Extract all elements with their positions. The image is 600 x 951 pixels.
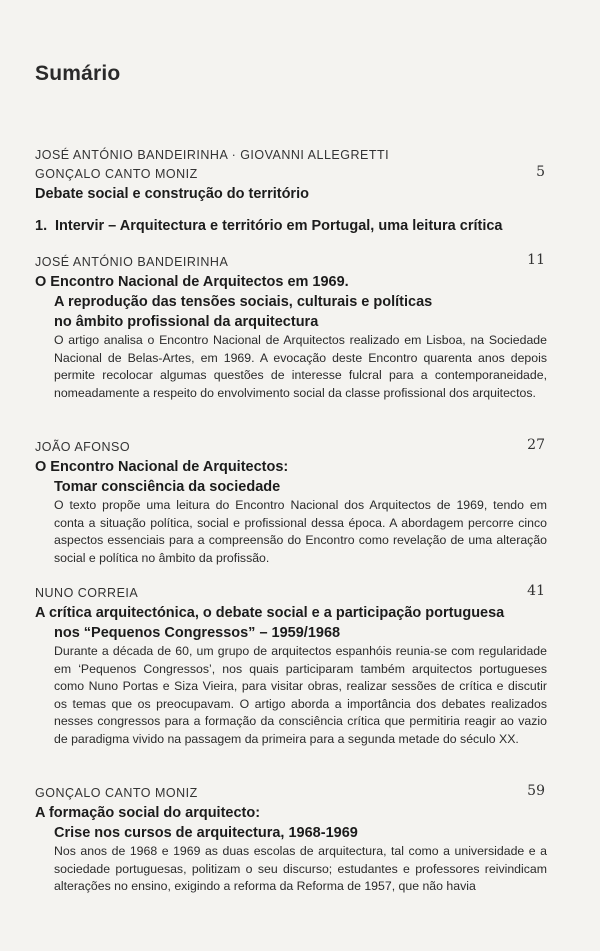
entry-authors: GONÇALO CANTO MONIZ	[35, 167, 198, 181]
entry-author: JOSÉ ANTÓNIO BANDEIRINHA	[35, 255, 229, 269]
toc-entry[interactable]	[35, 584, 547, 749]
entry-abstract: Durante a década de 60, um grupo de arquitectos espanhóis reunia-se com regularidade em ‘Pequenos Congressos’, nos quais participaram também arquitectos portugueses como Nuno Portas e Siza Vieira, para visitar obras, realizar sessões de crítica e discutir os temas que os preocupavam. O artigo aborda a importância dos debates realizados nesses congressos para a formação da consciência crítica que permitiria reagir ao vazio de paradigma vivido na passagem da primeira para a segunda metade do século XX.	[54, 644, 547, 746]
entry-author: GONÇALO CANTO MONIZ	[35, 786, 198, 800]
page-title: Sumário	[35, 62, 121, 85]
entry-author: NUNO CORREIA	[35, 586, 139, 600]
section-number: 1.	[35, 218, 48, 234]
page-number: 27	[527, 437, 545, 453]
page-number: 11	[527, 252, 545, 268]
page-number: 59	[527, 783, 545, 799]
section-title: Intervir – Arquitectura e território em Portugal, uma leitura crítica	[55, 218, 503, 234]
entry-author: JOÃO AFONSO	[35, 440, 131, 454]
toc-entry[interactable]	[35, 784, 547, 896]
entry-title: O Encontro Nacional de Arquitectos em 1969.	[35, 274, 349, 290]
entry-subtitle: no âmbito profissional da arquitectura	[54, 314, 319, 330]
entry-subtitle: Crise nos cursos de arquitectura, 1968-1969	[54, 825, 358, 841]
entry-title: A crítica arquitectónica, o debate social e a participação portuguesa	[35, 605, 505, 621]
entry-subtitle: A reprodução das tensões sociais, culturais e políticas	[54, 294, 433, 310]
section-heading	[35, 218, 502, 234]
toc-entry[interactable]	[35, 438, 547, 567]
entry-heading: Debate social e construção do território	[35, 186, 309, 202]
entry-authors: JOSÉ ANTÓNIO BANDEIRINHA · GIOVANNI ALLEGRETTI	[35, 148, 390, 162]
entry-abstract: Nos anos de 1968 e 1969 as duas escolas de arquitectura, tal como a universidade e a sociedade portuguesas, politizam o seu discurso; estudantes e professores reivindicam alterações no ensino, exigindo a reforma da Reforma de 1957, que não havia	[54, 844, 547, 894]
toc-entry-intro[interactable]	[35, 146, 547, 204]
entry-abstract: O texto propõe uma leitura do Encontro Nacional dos Arquitectos de 1969, tendo em conta a situação política, social e profissional dessa época. A abordagem percorre cinco aspectos essenciais para a compreensão do Encontro como revelação de uma alteração social e política no âmbito da profissão.	[54, 498, 547, 565]
entry-abstract: O artigo analisa o Encontro Nacional de Arquitectos realizado em Lisboa, na Sociedade Nacional de Belas-Artes, em 1969. A evocação deste Encontro quarenta anos depois permite recolocar algumas questões de interesse fulcral para a contemporaneidade, nomeadamente a respeito do envolvimento social da classe profissional dos arquitectos.	[54, 333, 547, 400]
page-number: 41	[527, 583, 545, 599]
entry-subtitle: nos “Pequenos Congressos” – 1959/1968	[54, 625, 341, 641]
entry-title: A formação social do arquitecto:	[35, 805, 261, 821]
page-number: 5	[536, 164, 545, 180]
toc-entry[interactable]	[35, 253, 547, 402]
entry-title: O Encontro Nacional de Arquitectos:	[35, 459, 289, 475]
entry-subtitle: Tomar consciência da sociedade	[54, 479, 281, 495]
